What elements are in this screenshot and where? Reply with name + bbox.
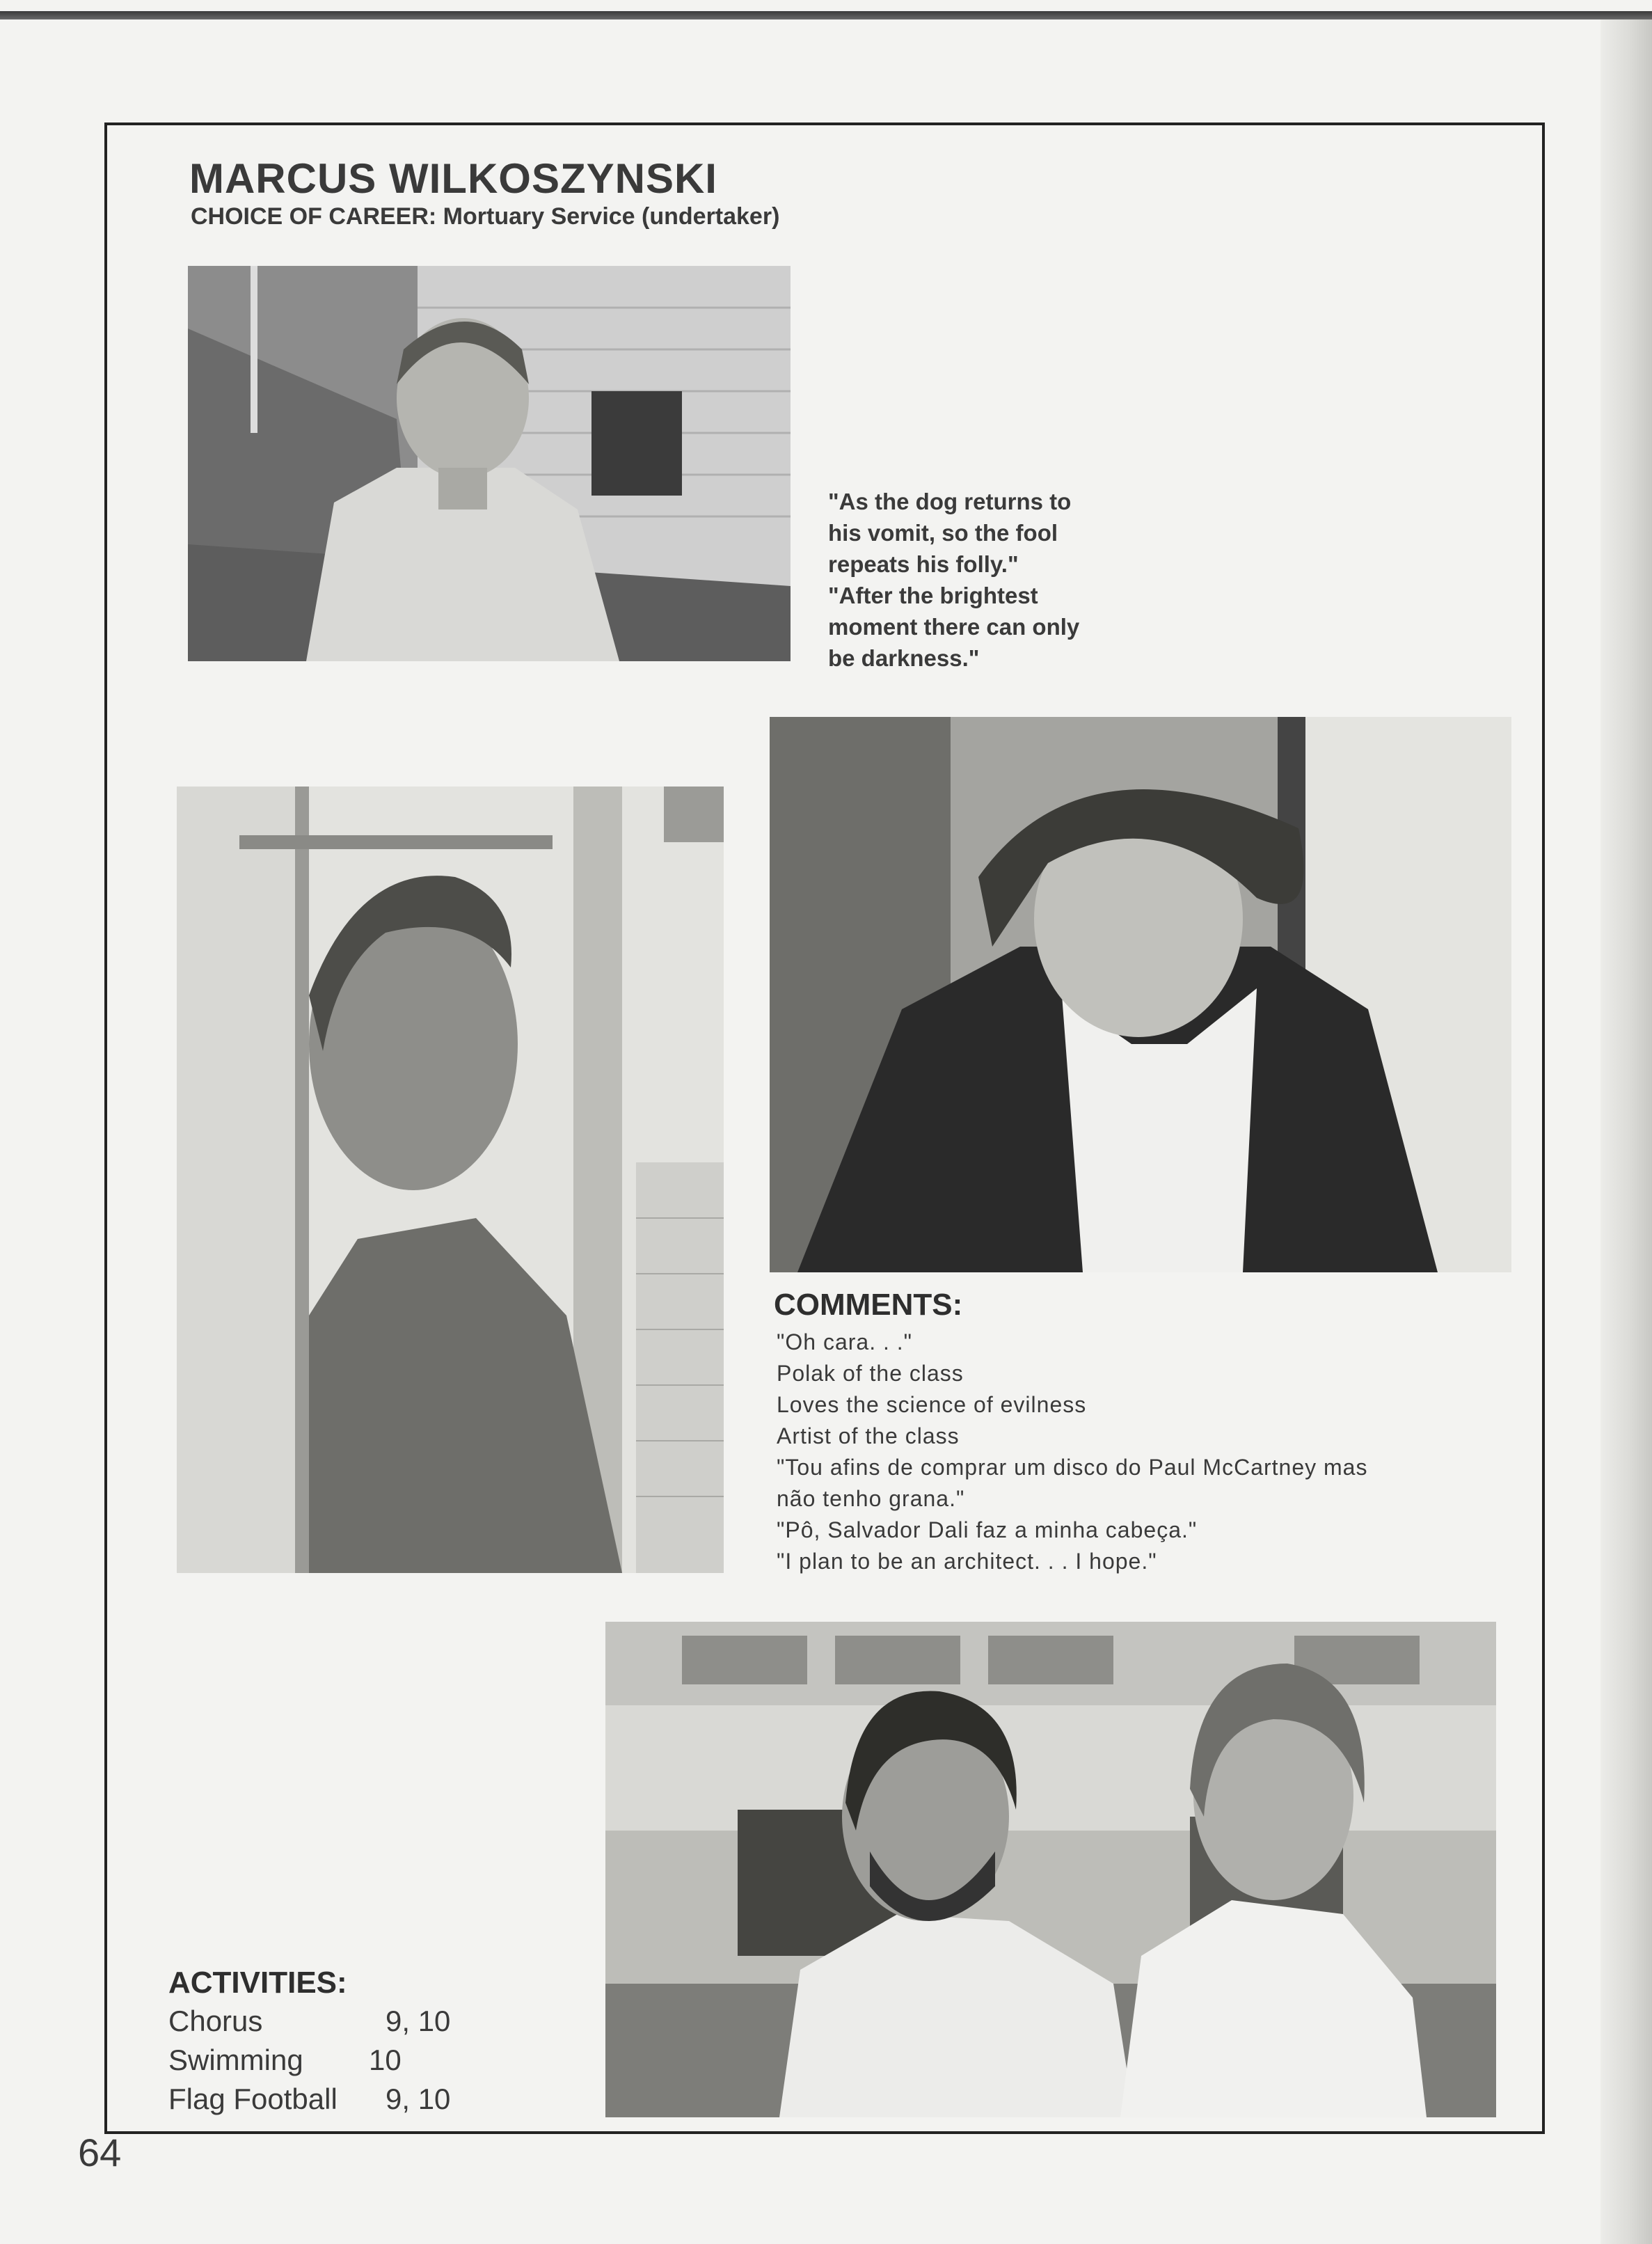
activity-years: 10 bbox=[369, 2044, 402, 2076]
page-number: 64 bbox=[78, 2131, 122, 2174]
quote-line: repeats his folly." bbox=[828, 551, 1019, 577]
comment-line: "Pô, Salvador Dali faz a minha cabeça." bbox=[777, 1517, 1198, 1542]
comments-list bbox=[777, 1327, 1542, 1577]
quote-line: his vomit, so the fool bbox=[828, 520, 1058, 546]
two-students-photo bbox=[605, 1622, 1496, 2117]
comment-line: Artist of the class bbox=[777, 1423, 960, 1448]
activity-name: Swimming bbox=[168, 2044, 303, 2076]
comment-line: Polak of the class bbox=[777, 1361, 964, 1386]
activity-name: Flag Football bbox=[168, 2083, 337, 2115]
comment-line: não tenho grana." bbox=[777, 1486, 965, 1511]
page-binding-shadow bbox=[1601, 19, 1652, 2244]
comment-line: Loves the science of evilness bbox=[777, 1392, 1087, 1417]
senior-quote bbox=[828, 486, 1120, 674]
doorway-photo bbox=[177, 787, 724, 1573]
activity-name: Chorus bbox=[168, 2005, 263, 2037]
student-name: MARCUS WILKOSZYNSKI bbox=[189, 155, 717, 202]
quote-line: "After the brightest bbox=[828, 583, 1038, 608]
comment-line: "Oh cara. . ." bbox=[777, 1329, 912, 1354]
quote-line: be darkness." bbox=[828, 645, 980, 671]
activity-years: 9, 10 bbox=[386, 2005, 451, 2037]
activities-title: ACTIVITIES: bbox=[168, 1966, 347, 2000]
jacket-photo bbox=[770, 717, 1511, 1272]
activity-years: 9, 10 bbox=[386, 2083, 451, 2115]
portrait-photo bbox=[188, 266, 791, 661]
comment-line: "Tou afins de comprar um disco do Paul McCartney mas bbox=[777, 1455, 1368, 1480]
quote-line: moment there can only bbox=[828, 614, 1080, 640]
career-choice: CHOICE OF CAREER: Mortuary Service (undertaker) bbox=[191, 203, 780, 230]
comment-line: "I plan to be an architect. . . I hope." bbox=[777, 1549, 1157, 1574]
comments-title: COMMENTS: bbox=[774, 1288, 963, 1322]
page-top-edge bbox=[0, 11, 1652, 19]
quote-line: "As the dog returns to bbox=[828, 489, 1072, 514]
